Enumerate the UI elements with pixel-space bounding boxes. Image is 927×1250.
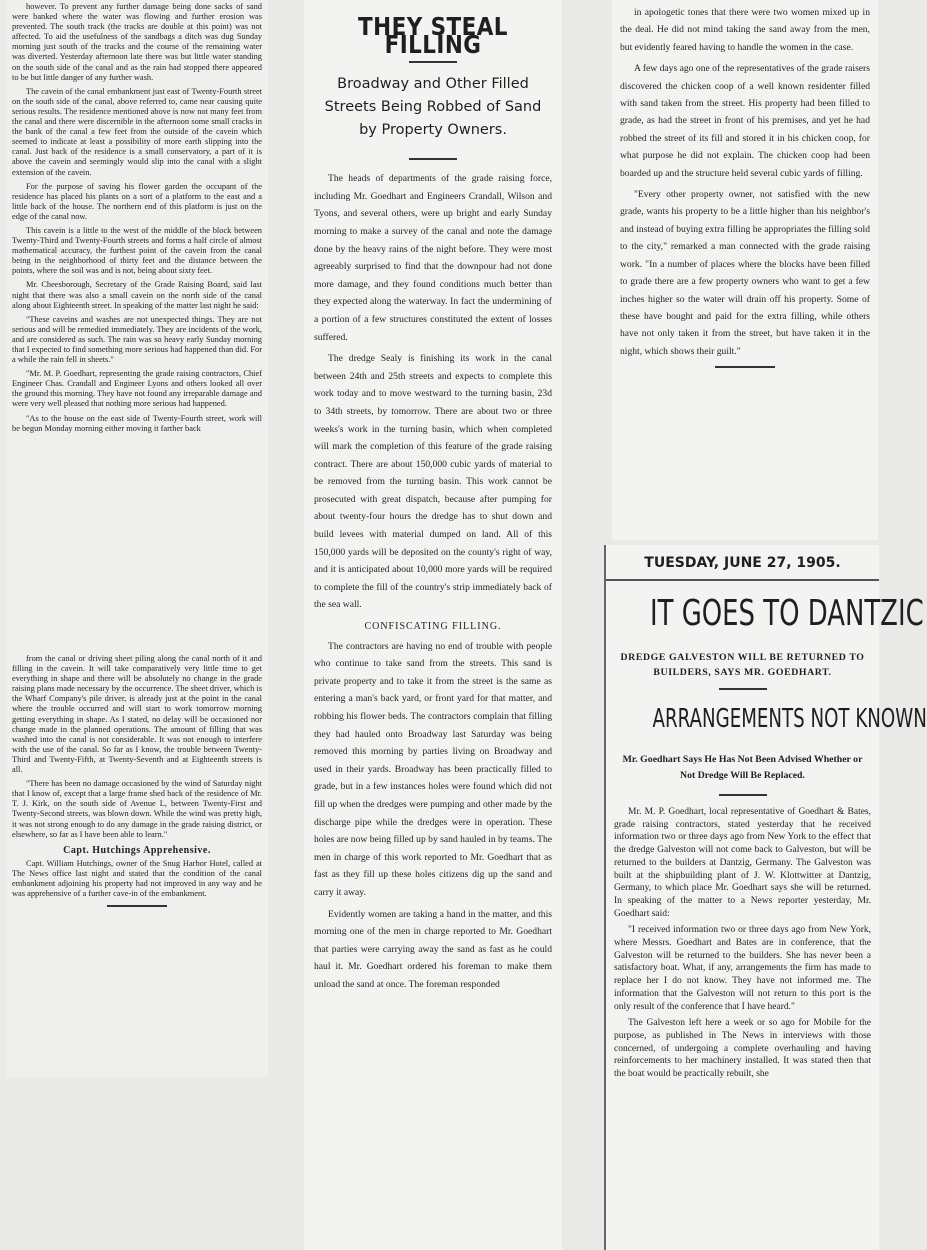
paragraph: "As to the house on the east side of Twenty-Fourth street, work will be begun Monday morning either moving it farther back — [12, 413, 262, 433]
paragraph: The cavein of the canal embankment just east of Twenty-Fourth street on the south side of the canal, above referred to, came near causing quite serious results. The residence mentioned above is now not many feet from the canal and there were discernible in the afternoon some small cracks in the bank of the canal a few feet from the outside of the cavein which seemed to indicate at least a possibility of more earth slipping into the canal. Just back of the residence is a small conservatory, a part of it is above the cavein and seemingly would slip into the canal with a slight extension of the cavein. — [12, 86, 262, 177]
end-rule — [107, 905, 167, 907]
paragraph: This cavein is a little to the west of the middle of the block between Twenty-Third and Twenty-Fourth streets and forms a half circle of almost mathematical accuracy, the furthest point of the cavein from the canal being in the neighborhood of thirty feet and the distance between the points, where the soil was and is not, being about sixty feet. — [12, 225, 262, 276]
secondary-headline: ARRANGEMENTS NOT KNOWN — [652, 704, 927, 734]
section-subhead: CONFISCATING FILLING. — [364, 621, 502, 633]
article-column-continued — [612, 0, 878, 540]
paragraph: The heads of departments of the grade raising force, including Mr. Goedhart and Engineers Crandall, Wilson and Tyons, and several others, were up bright and early Sunday morning to make a survey of the canal and note the damage done by the heavy rains of the night before. They were most agreeably surprised to find that the downpour had not done more damage, and they found conditions much better than they expected along the waterway. In fact the undermining of a portion of a few structures constituted the extent of losses suffered. — [314, 173, 552, 343]
article-column-canal-cavein — [6, 0, 268, 1078]
paragraph: "I received information two or three days ago from New York, where Messrs. Goedhart and Bates are in conference, that the Galveston will be returned to the builders. She has never been a satisfactory boat. What, if any, arrangements the firm has made to replace her I do not know. They have not informed me. The information that the Galveston will not return to this port is the only result of the conference that I have heard." — [614, 925, 871, 1012]
paragraph: Capt. William Hutchings, owner of the Snug Harbor Hotel, called at The News office last night and stated that the condition of the canal embankment adjoining his property had not improved in any way and he was apprehensive of a further cave-in of the embankment. — [12, 858, 262, 899]
deck-rule — [719, 794, 767, 796]
dateline: TUESDAY, JUNE 27, 1905. — [606, 545, 879, 581]
article-headline: THEY STEAL FILLING — [358, 12, 508, 59]
paragraph: "These caveins and washes are not unexpected things. They are not serious and will be remedied immediately. They are incidents of the work, and are considered as such. The rain was so heavy early Sunday morning that I expected to find something more serious had happened than did. For a while the rain fell in sheets." — [12, 314, 262, 365]
headline-rule — [409, 61, 457, 63]
paragraph: The dredge Sealy is finishing its work in the canal between 24th and 25th streets and expects to complete this work today and to move westward to the turning basin, 23d to 34th streets, by tomorrow. There are about two or three weeks's work in the turning basin, which when completed will mark the completion of this feature of the grade raising contract. There are about 150,000 cubic yards of material to be removed from the turning basin. This work cannot be prosecuted with great dispatch, because after pumping for about twenty-four hours the dredge has to shut down and build levees with material dumped on land. All of this 150,000 yards will be deposited on the county's right of way, and it is anticipated about 10,000 more yards will be required to complete the fill of the country's strip immediately back of the sea wall. — [314, 353, 552, 611]
article-headline: IT GOES TO DANTZIC — [649, 593, 924, 634]
end-rule — [715, 366, 775, 368]
paragraph: Mr. Cheesborough, Secretary of the Grade Raising Board, said last night that there was also a small cavein on the north side of the canal along about Eighteenth street. In speaking of the matter last night he said: — [12, 280, 262, 310]
column-text-upper — [12, 2, 262, 650]
paragraph: in apologetic tones that there were two women mixed up in the deal. He did not mind taking the sand away from the men, but evidently feared having to handle the women in the case. — [620, 7, 870, 53]
paragraph: however. To prevent any further damage being done sacks of sand were banked where the water was flowing and further erosion was prevented. The south track (the tracks are double at this point) was not affected. To aid the usefulness of the sandbags a ditch was dug Sunday morning just south of the tracks and the course of the remaining water was diverted. Yesterday afternoon late there was but little water standing on the south side of the canal and as the rain had stopped there appeared to be but little danger of any further wash. — [12, 2, 262, 82]
paragraph: The Galveston left here a week or so ago for Mobile for the purpose, as published in The News in interviews with those concerned, of undergoing a complete overhauling and having reinforcements to her machinery installed. It was stated then that the boat would be practically rebuilt, she — [614, 1018, 871, 1080]
paragraph: "There has been no damage occasioned by the wind of Saturday night that I know of, except that a large frame shed back of the residence of Mr. T. J. Kirk, on the south side of Avenue L, between Twenty-First and Twenty-Second streets, was blown down. While the wind was pretty high, it was not strong enough to do any damage in the grade raising district, or elsewhere, so far as I have been able to learn." — [12, 779, 262, 839]
article-deck: DREDGE GALVESTON WILL BE RETURNED TO BUILDERS, SAYS MR. GOEDHART. — [620, 652, 865, 678]
paragraph: For the purpose of saving his flower garden the occupant of the residence has placed his plants on a sort of a platform to the east and a little back of the house. The northern end of this platform is just on the edge of the canal now. — [12, 181, 262, 221]
article-deck: Broadway and Other Filled Streets Being Robbed of Sand by Property Owners. — [324, 76, 542, 139]
paragraph: A few days ago one of the representatives of the grade raisers discovered the chicken coop of a well known residenter filled with sand taken from the street. His property had been filled to grade, as had the street in front of his premises, and yet he had robbed the street of its fill and stored it in his chicken coop, for what purpose he did not explain. The chicken coop had been boarded up and the structure held several cubic yards of filling. — [620, 63, 870, 179]
column-text-lower — [12, 654, 262, 907]
article-column-dantzic — [604, 545, 927, 1250]
article-body — [614, 806, 871, 1081]
deck-rule — [409, 158, 457, 160]
paragraph: "Mr. M. P. Goedhart, representing the grade raising contractors, Chief Engineer Chas. Crandall and Engineer Lyons and others looked all over the ground this morning. They have not found any irreparable damage and were very well pleased that nothing more serious had happened. — [12, 369, 262, 409]
paragraph: Evidently women are taking a hand in the matter, and this morning one of the men in charge reported to Mr. Goedhart that parties were carrying away the sand as fast as he could haul it. Mr. Goedhart ordered his foreman to make them unload the sand at once. The foreman responded — [314, 908, 552, 990]
secondary-deck: Mr. Goedhart Says He Has Not Been Advised Whether or Not Dredge Will Be Replaced. — [622, 754, 863, 781]
paragraph: The contractors are having no end of trouble with people who continue to take sand from the streets. This sand is private property and to take it from the street is the same as entering a man's back yard, or front yard for that matter, and robbing his flower beds. The contractors complain that filling they had hauled onto Broadway last Saturday was being removed this morning by parties living on Broadway and used in their yards. Broadway has been practically filled to grade, but in a few instances holes were found which did not fill up when the dredges were pumping and other made by the discharge pipe while the dredges were in operation. These holes are now being filled up by sand hauled in by teams. The men in charge of this work reported to Mr. Goedhart that as fast as they fill up these holes citizens dig up the sand and carry it away. — [314, 640, 552, 898]
section-subhead: Capt. Hutchings Apprehensive. — [63, 844, 211, 856]
deck-rule — [719, 688, 767, 690]
paragraph: from the canal or driving sheet piling along the canal north of it and filling in the cavein. It will take comparatively very little time to get everything in shape and there will be absolutely no change in the grade raising plans made necessary by the occurrence. The sheet driver, which is the Wharf Company's pile driver, is already just at the point in the canal where the trouble occurred and will start to work tomorrow morning getting everything in shape. As I stated, no delay will be occasioned nor change made in the planned operations. The amount of filling that was washed into the canal is not considerable. It was not enough to interfere with the use of the canal. So far as I know, the trouble between Twenty-Third and Twenty-Fifth, at Twenty-Seventh and at Eighteenth streets is all. — [12, 654, 262, 775]
article-column-steal-filling — [304, 0, 562, 1250]
paragraph: Mr. M. P. Goedhart, local representative of Goedhart & Bates, grade raising contractors, stated yesterday that he received information two or three days ago from New York to the effect that the dredge Galveston will not come back to Galveston, but will be returned to the builders at Dantzig, Germany. The Galveston was built at the shipbuilding plant of J. W. Klottwitter at Dantzig, Germany, to which place Mr. Goedhart says she will be returned. In speaking of the matter to a News reporter yesterday, Mr. Goedhart said: — [614, 807, 871, 919]
paragraph: "Every other property owner, not satisfied with the new grade, wants his property to be a little higher than his neighbor's and instead of buying extra filling he appropriates the filling sold to the city," remarked a man connected with the grade raising work. "In a number of places where the blocks have been filled to grade there are a few property owners who want to get a few inches higher so the water will drain off his property. Some of these have bought and paid for the extra filling, while others have not only taken it from the street, but have taken it in the night, which shows their guilt." — [620, 189, 870, 357]
